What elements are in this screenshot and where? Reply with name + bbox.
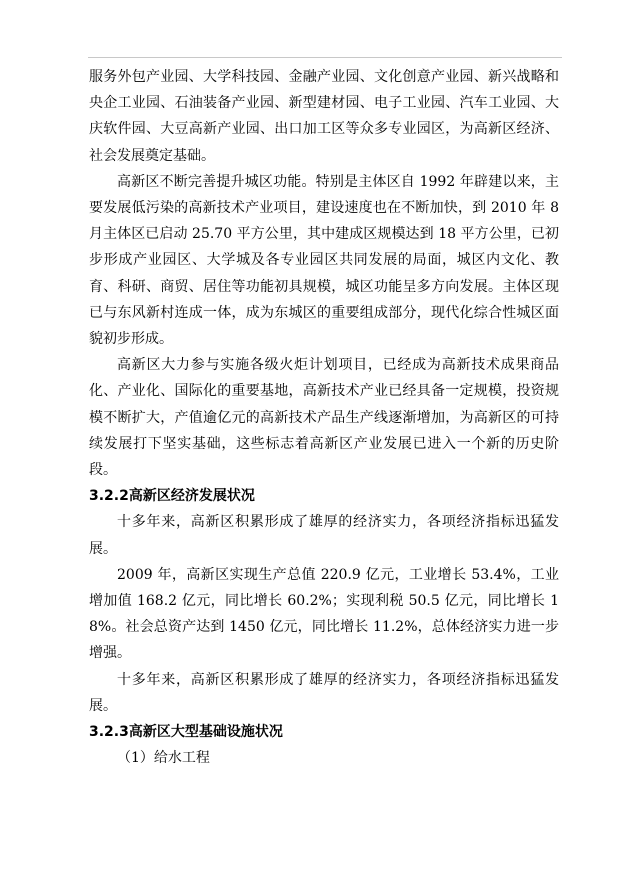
paragraph-torch-program: 高新区大力参与实施各级火炬计划项目，已经成为高新技术成果商品化、产业化、国际化的重要基地，高新技术产业已经具备一定规模，投资规模不断扩大，产值逾亿元的高新技术产品生产线逐渐增加，为高新区的可持续发展打下坚实基础，这些标志着高新区产业发展已进入一个新的历史阶段。 (89, 357, 559, 479)
paragraph-2009-statistics: 2009 年，高新区实现生产总值 220.9 亿元，工业增长 53.4%，工业增加值 168.2 亿元，同比增长 60.2%；实现利税 50.5 亿元，同比增长 18%。社会总资产达到 1450 亿元，同比增长 11.2%，总体经济实力进一步增强。 (89, 566, 559, 662)
paragraph-economic-strength: 十多年来，高新区积累形成了雄厚的经济实力，各项经济指标迅猛发展。 (89, 514, 559, 557)
document-body (89, 64, 559, 771)
section-heading-economic-status: 3.2.2高新区经济发展状况 (89, 488, 255, 505)
paragraph-industrial-parks: 服务外包产业园、大学科技园、金融产业园、文化创意产业园、新兴战略和央企工业园、石油装备产业园、新型建材园、电子工业园、汽车工业园、大庆软件园、大豆高新产业园、出口加工区等众多专业园区，为高新区经济、社会发展奠定基础。 (89, 69, 559, 164)
list-item-water-supply: （1）给水工程 (117, 750, 210, 767)
section-heading-infrastructure: 3.2.3高新区大型基础设施状况 (89, 724, 283, 741)
paragraph-city-functions: 高新区不断完善提升城区功能。特别是主体区自 1992 年辟建以来，主要发展低污染的高新技术产业项目，建设速度也在不断加快，到 2010 年 8 月主体区已启动 25.70 平方公里，其中建成区规模达到 18 平方公里，已初步形成产业园区、大学城及各专业园区共同发展的局面，城区内文化、教育、科研、商贸、居住等功能初具规模，城区功能呈多方向发展。主体区现已与东风新村连成一体，成为东城区的重要组成部分，现代化综合性城区面貌初步形成。 (89, 173, 559, 348)
paragraph-economic-strength-repeat: 十多年来，高新区积累形成了雄厚的经济实力，各项经济指标迅猛发展。 (89, 671, 559, 714)
header-rule (88, 57, 562, 58)
